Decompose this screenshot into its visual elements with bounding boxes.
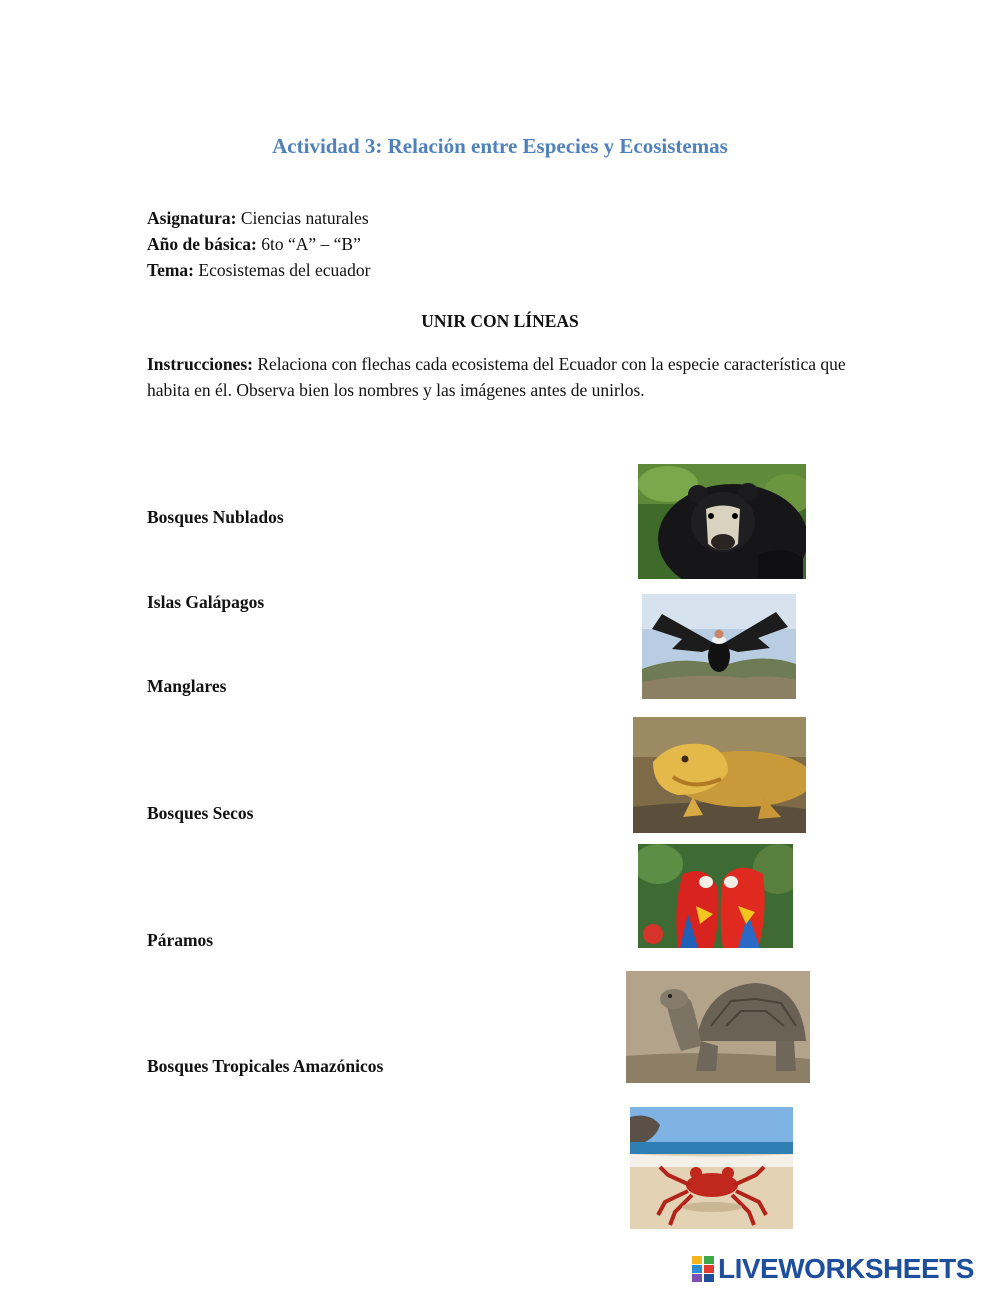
grade-line [147,231,361,257]
liveworksheets-logo-text: LIVEWORKSHEETS [718,1253,974,1284]
ecosystem-manglares[interactable]: Manglares [147,676,227,696]
andean-condor-image[interactable] [642,594,796,699]
instructions-label: Instrucciones: [147,354,253,374]
ecosystem-bosques-secos[interactable]: Bosques Secos [147,803,254,823]
topic-label: Tema: [147,260,194,280]
topic-value: Ecosistemas del ecuador [194,260,371,280]
liveworksheets-logo[interactable] [692,1252,974,1286]
instructions-text: Relaciona con flechas cada ecosistema del Ecuador con la especie característica que habita en él. Observa bien los nombres y las imágenes antes de unirlos. [147,354,846,400]
ecosystem-paramos[interactable]: Páramos [147,930,214,950]
liveworksheets-logo-icon [692,1256,714,1282]
land-iguana-image[interactable] [633,717,806,833]
topic-line [147,257,370,283]
scarlet-macaws-image[interactable] [638,844,793,948]
ecosystem-islas-galapagos[interactable]: Islas Galápagos [147,592,265,612]
page-title: Actividad 3: Relación entre Especies y Ecosistemas [272,134,728,158]
spectacled-bear-image[interactable] [638,464,806,579]
ecosystem-bosques-nublados[interactable]: Bosques Nublados [147,507,284,527]
instructions [147,351,867,403]
giant-tortoise-image[interactable] [626,971,810,1083]
subject-value: Ciencias naturales [236,208,369,228]
red-crab-image[interactable] [630,1107,793,1229]
grade-value: 6to “A” – “B” [256,234,361,254]
activity-heading: UNIR CON LÍNEAS [421,311,579,331]
ecosystem-bosques-tropicales-amazonicos[interactable]: Bosques Tropicales Amazónicos [147,1056,384,1076]
subject-line [147,205,369,231]
subject-label: Asignatura: [147,208,237,228]
grade-label: Año de básica: [147,234,257,254]
